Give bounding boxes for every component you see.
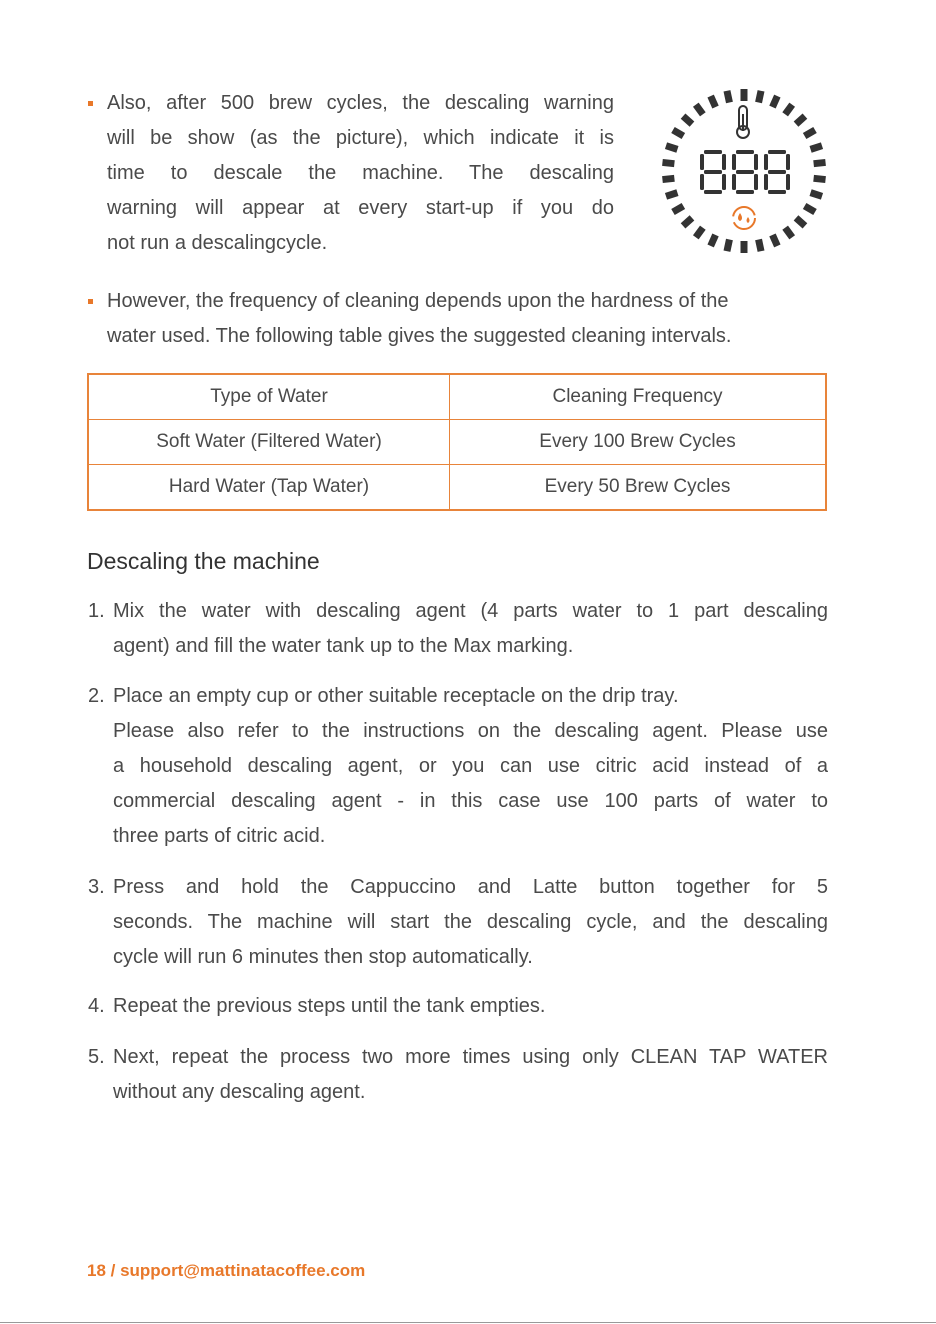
text-line: seconds. The machine will start the descaling cycle, and the descaling (113, 911, 828, 933)
step-text (113, 870, 828, 975)
table-header-row (88, 374, 826, 420)
ring-segment (809, 142, 823, 152)
text-line: Next, repeat the process two more times using only CLEAN TAP WATER (113, 1046, 828, 1068)
digit-segment (768, 170, 786, 174)
digit-segment (722, 154, 726, 170)
text-line: not run a descalingcycle. (107, 232, 328, 254)
table-row (88, 465, 826, 511)
digit-segment (732, 154, 736, 170)
text-line: Repeat the previous steps until the tank empties. (113, 995, 546, 1017)
page-bottom-rule (0, 1322, 936, 1323)
digit-segment (700, 154, 704, 170)
cleaning-interval-table (87, 373, 827, 511)
display-illustration (660, 86, 828, 256)
thermometer-icon (737, 106, 749, 138)
ring-segment (794, 215, 808, 228)
digit-segment (736, 150, 754, 154)
table-cell: Hard Water (Tap Water) (88, 465, 450, 511)
bullet-text (107, 284, 837, 354)
digit-segment (786, 174, 790, 190)
table-cell: Soft Water (Filtered Water) (88, 420, 450, 465)
text-line: a household descaling agent, or you can use citric acid instead of a (113, 755, 828, 777)
bullet-marker (88, 101, 93, 106)
ring-segment (782, 226, 795, 240)
ring-segment (769, 234, 780, 248)
ring-segment (755, 90, 764, 103)
ring-segment (769, 95, 780, 109)
digit-segment (768, 150, 786, 154)
ring-segment (782, 103, 795, 117)
text-line: cycle will run 6 minutes then stop automatically. (113, 946, 533, 968)
text-line: commercial descaling agent - in this case use 100 parts of water to (113, 790, 828, 812)
text-line: warning will appear at every start-up if you do (107, 197, 614, 219)
text-line: Place an empty cup or other suitable receptacle on the drip tray. (113, 685, 679, 707)
text-line: Also, after 500 brew cycles, the descaling warning (107, 92, 614, 114)
ring-segment (803, 127, 817, 139)
ring-segment (724, 90, 733, 103)
digit-segment (704, 170, 722, 174)
descale-drops-icon (733, 207, 755, 229)
digit-segment (768, 190, 786, 194)
ring-segment (662, 159, 675, 167)
ring-segment (809, 189, 823, 199)
digit-segment (764, 154, 768, 170)
text-line: three parts of citric acid. (113, 825, 326, 847)
text-line: time to descale the machine. The descaling (107, 162, 614, 184)
ring-segment (693, 226, 706, 240)
text-line: Press and hold the Cappuccino and Latte button together for 5 (113, 876, 828, 898)
ring-segment (665, 142, 679, 152)
digit-segment (764, 174, 768, 190)
table-cell: Every 50 Brew Cycles (450, 465, 827, 511)
step-text (113, 594, 828, 664)
digit-segment (786, 154, 790, 170)
ring-segment (665, 189, 679, 199)
step-text (113, 989, 828, 1024)
ring-segment (755, 239, 764, 252)
text-line: However, the frequency of cleaning depends upon the hardness of the (107, 290, 729, 312)
step-text (113, 679, 828, 854)
ring-segment (803, 203, 817, 215)
ring-segment (681, 215, 695, 228)
digit-segment (722, 174, 726, 190)
ring-segment (671, 203, 685, 215)
page-footer: 18 / support@mattinatacoffee.com (87, 1261, 366, 1280)
digit-segment (704, 150, 722, 154)
digit-segment (736, 190, 754, 194)
ring-segment (813, 159, 826, 167)
section-title: Descaling the machine (87, 548, 320, 574)
ring-segment (671, 127, 685, 139)
digit-segment (754, 154, 758, 170)
ring-segment (794, 114, 808, 127)
seven-segment-digits (700, 150, 790, 194)
digit-segment (736, 170, 754, 174)
text-line: agent) and fill the water tank up to the Max marking. (113, 635, 574, 657)
bullet-text (107, 86, 614, 261)
step-number: 1. (88, 600, 105, 622)
text-line: Please also refer to the instructions on the descaling agent. Please use (113, 720, 828, 742)
digit-segment (700, 174, 704, 190)
step-number: 3. (88, 876, 105, 898)
ring-segment (662, 175, 675, 183)
text-line: water used. The following table gives the suggested cleaning intervals. (107, 325, 732, 347)
step-number: 4. (88, 995, 105, 1017)
step-text (113, 1040, 828, 1110)
ring-segment (724, 239, 733, 252)
table-row (88, 420, 826, 465)
table-header-cell: Type of Water (88, 374, 450, 420)
digit-segment (732, 174, 736, 190)
bullet-marker (88, 299, 93, 304)
ring-segment (681, 114, 695, 127)
text-line: will be show (as the picture), which indicate it is (107, 127, 614, 149)
digit-segment (704, 190, 722, 194)
ring-segment (707, 234, 718, 248)
step-number: 5. (88, 1046, 105, 1068)
table-header-cell: Cleaning Frequency (450, 374, 827, 420)
ring-segment (693, 103, 706, 117)
text-line: Mix the water with descaling agent (4 parts water to 1 part descaling (113, 600, 828, 622)
step-number: 2. (88, 685, 105, 707)
digit-segment (754, 174, 758, 190)
ring-segment (813, 175, 826, 183)
ring-segment (741, 89, 748, 101)
text-line: without any descaling agent. (113, 1081, 366, 1103)
ring-segment (707, 95, 718, 109)
ring-segment (741, 241, 748, 253)
table-cell: Every 100 Brew Cycles (450, 420, 827, 465)
descaling-warning-display (660, 86, 828, 256)
